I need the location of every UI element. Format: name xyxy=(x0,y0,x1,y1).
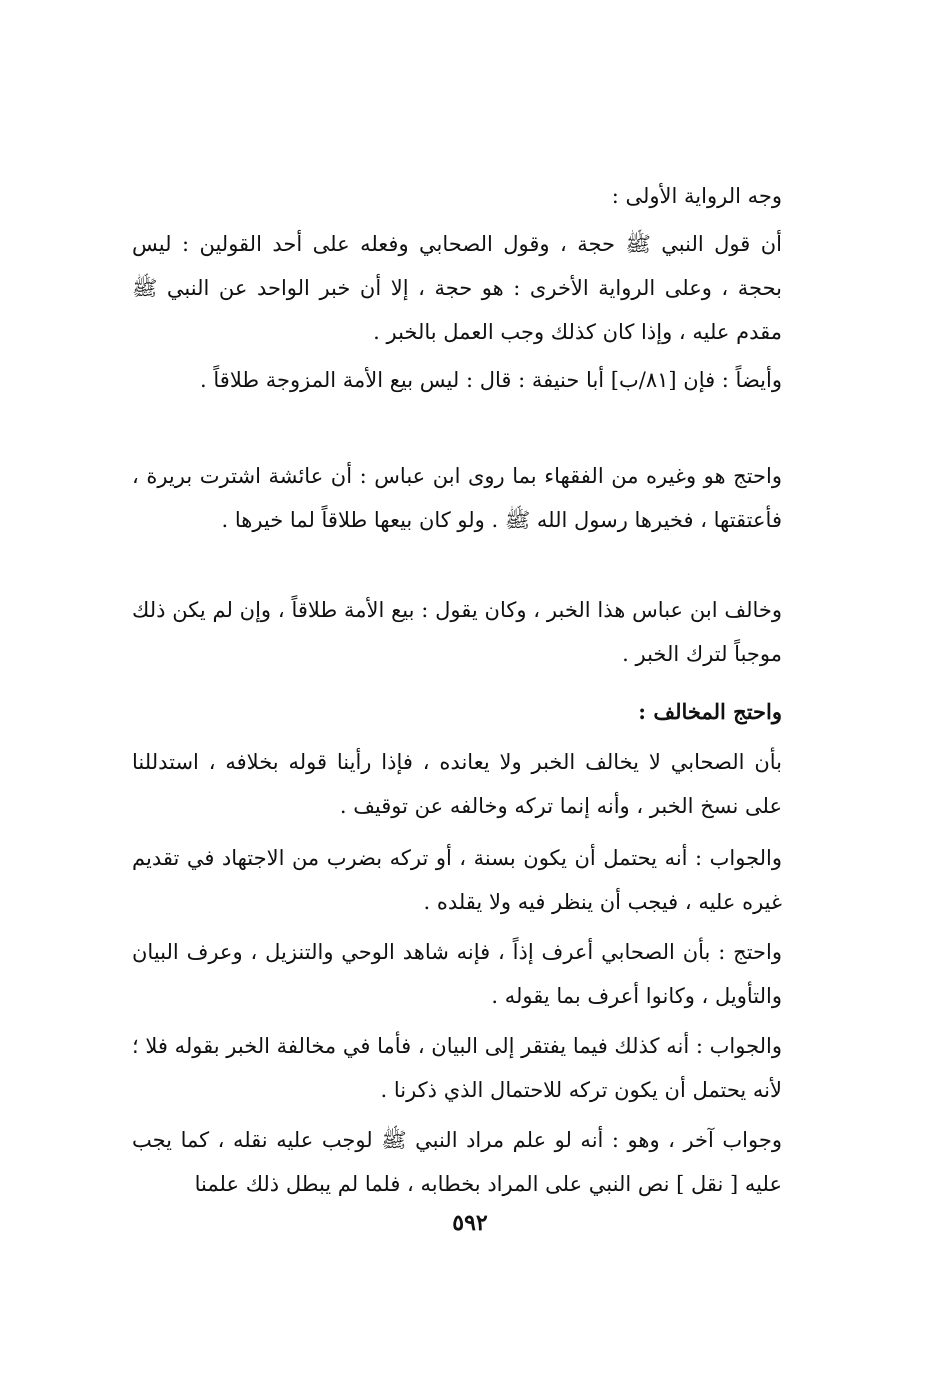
page-number: ٥٩٢ xyxy=(452,1210,488,1236)
section-intro-line: وجه الرواية الأولى : xyxy=(611,184,782,208)
paragraph-6: بأن الصحابي لا يخالف الخبر ولا يعانده ، فإذا رأينا قوله بخلافه ، استدللنا على نسخ الخبر ، وأنه إنما تركه وخالفه عن توقيف . xyxy=(132,750,782,818)
section-heading: واحتج المخالف : xyxy=(638,699,782,724)
paragraph-9: والجواب : أنه كذلك فيما يفتقر إلى البيان ، فأما في مخالفة الخبر بقوله فلا ؛ لأنه يحتمل أن يكون تركه للاحتمال الذي ذكرنا . xyxy=(132,1034,782,1102)
paragraph-10: وجواب آخر ، وهو : أنه لو علم مراد النبي ﷺ لوجب عليه نقله ، كما يجب عليه [ نقل ] نص النبي على المراد بخطابه ، فلما لم يبطل ذلك علمنا xyxy=(132,1128,782,1196)
paragraph-4: وخالف ابن عباس هذا الخبر ، وكان يقول : بيع الأمة طلاقاً ، وإن لم يكن ذلك موجباً لترك الخبر . xyxy=(132,598,782,666)
paragraph-7: والجواب : أنه يحتمل أن يكون بسنة ، أو تركه بضرب من الاجتهاد في تقديم غيره عليه ، فيجب أن ينظر فيه ولا يقلده . xyxy=(132,846,782,914)
paragraph-2: وأيضاً : فإن [٨١/ب] أبا حنيفة : قال : ليس بيع الأمة المزوجة طلاقاً . xyxy=(200,368,782,392)
paragraph-3: واحتج هو وغيره من الفقهاء بما روى ابن عباس : أن عائشة اشترت بريرة ، فأعتقتها ، فخيرها رسول الله ﷺ . ولو كان بيعها طلاقاً لما خيرها . xyxy=(132,464,782,532)
paragraph-8: واحتج : بأن الصحابي أعرف إذاً ، فإنه شاهد الوحي والتنزيل ، وعرف البيان والتأويل ، وكانوا أعرف بما يقوله . xyxy=(132,940,782,1008)
paragraph-1: أن قول النبي ﷺ حجة ، وقول الصحابي وفعله على أحد القولين : ليس بحجة ، وعلى الرواية الأخرى : هو حجة ، إلا أن خبر الواحد عن النبي ﷺ مقدم عليه ، وإذا كان كذلك وجب العمل بالخبر . xyxy=(132,232,782,344)
